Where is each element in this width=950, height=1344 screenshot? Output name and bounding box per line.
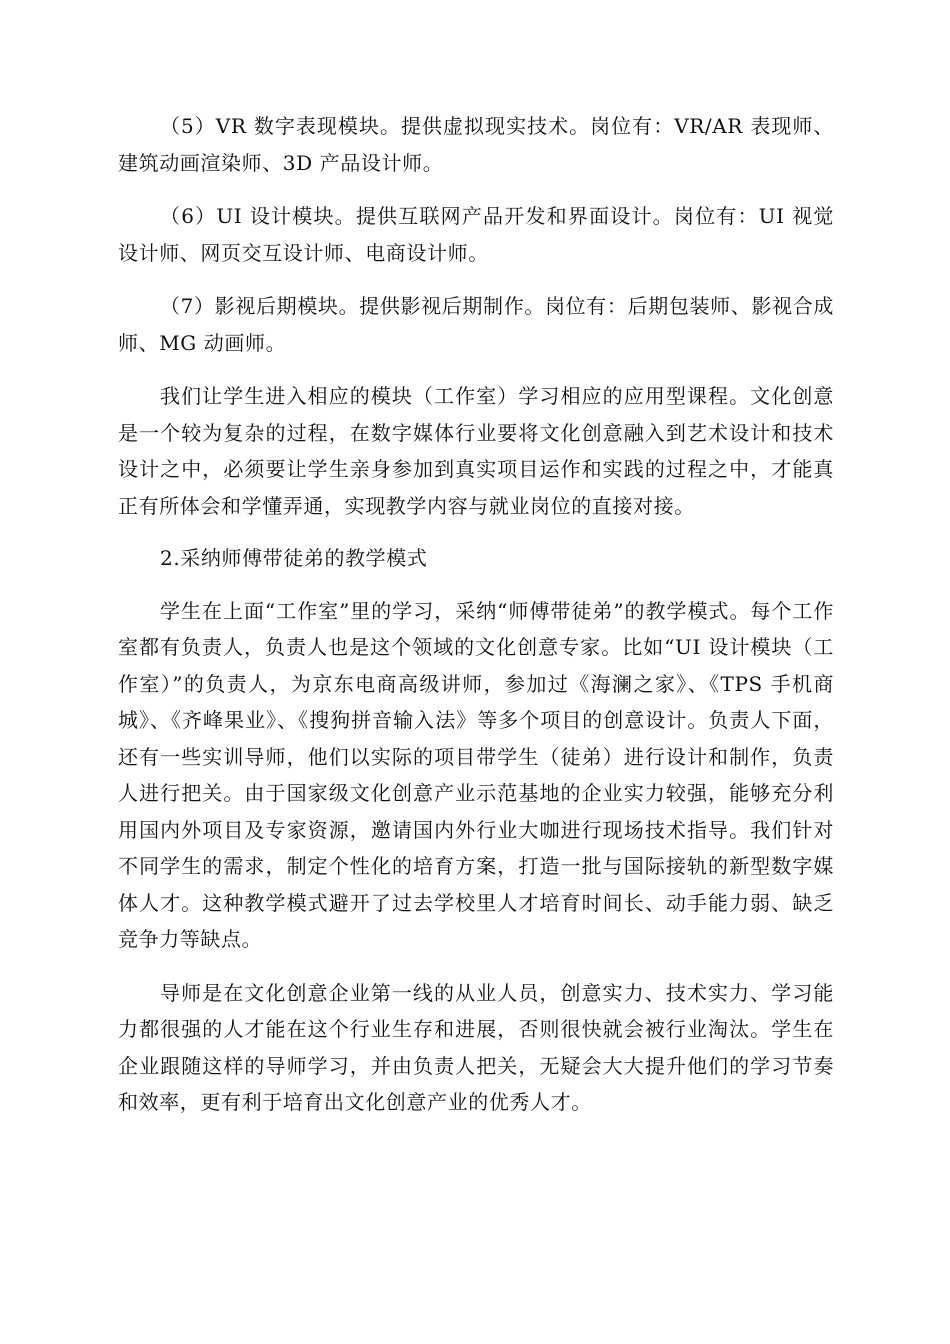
paragraph-ui-module: （6）UI 设计模块。提供互联网产品开发和界面设计。岗位有：UI 视觉设计师、网页交互设计师、电商设计师。 <box>118 204 834 265</box>
paragraph-mentor-role: 导师是在文化创意企业第一线的从业人员，创意实力、技术实力、学习能力都很强的人才能在这个行业生存和进展，否则很快就会被行业淘汰。学生在企业跟随这样的导师学习，并由负责人把关，无疑会大大提升他们的学习节奏和效率，更有利于培育出文化创意产业的优秀人才。 <box>118 980 834 1114</box>
paragraph-vr-module: （5）VR 数字表现模块。提供虚拟现实技术。岗位有：VR/AR 表现师、建筑动画渲染师、3D 产品设计师。 <box>118 114 834 175</box>
section-heading-mentorship: 2.采纳师傅带徒弟的教学模式 <box>160 546 428 570</box>
paragraph-studio-learning: 我们让学生进入相应的模块（工作室）学习相应的应用型课程。文化创意是一个较为复杂的过程，在数字媒体行业要将文化创意融入到艺术设计和技术设计之中，必须要让学生亲身参加到真实项目运作和实践的过程之中，才能真正有所体会和学懂弄通，实现教学内容与就业岗位的直接对接。 <box>118 384 834 518</box>
document-page <box>118 108 834 1121</box>
paragraph-film-module: （7）影视后期模块。提供影视后期制作。岗位有：后期包装师、影视合成师、MG 动画师。 <box>118 294 834 355</box>
paragraph-mentorship-model: 学生在上面“工作室”里的学习，采纳“师傅带徒弟”的教学模式。每个工作室都有负责人，负责人也是这个领域的文化创意专家。比如“UI 设计模块（工作室）”的负责人，为京东电商高级讲师，参加过《海澜之家》、《TPS 手机商城》、《齐峰果业》、《搜狗拼音输入法》等多个项目的创意设计。负责人下面，还有一些实训导师，他们以实际的项目带学生（徒弟）进行设计和制作，负责人进行把关。由于国家级文化创意产业示范基地的企业实力较强，能够充分利用国内外项目及专家资源，邀请国内外行业大咖进行现场技术指导。我们针对不同学生的需求，制定个性化的培育方案，打造一批与国际接轨的新型数字媒体人才。这种教学模式避开了过去学校里人才培育时间长、动手能力弱、缺乏竞争力等缺点。 <box>118 598 834 951</box>
